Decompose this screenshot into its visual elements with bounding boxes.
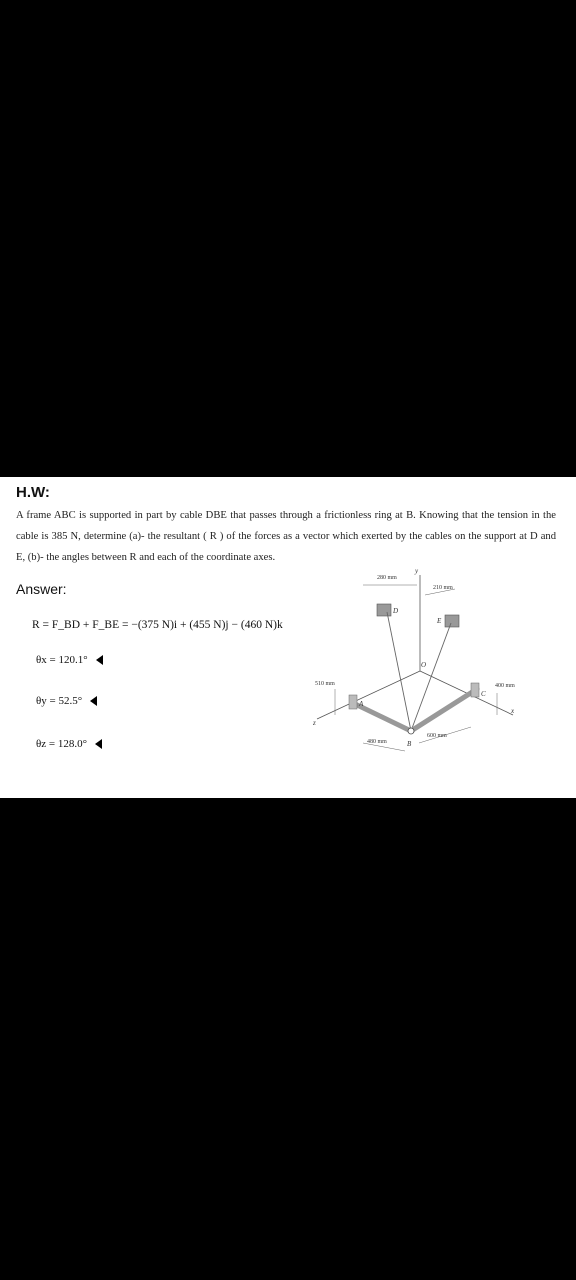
origin-o-label: O (421, 661, 427, 669)
answer-marker-icon (96, 655, 103, 665)
theta-x-text: θx = 120.1° (36, 654, 88, 666)
answer-heading: Answer: (16, 581, 67, 597)
theta-y-answer (36, 695, 97, 707)
dim-210-label: 210 mm (433, 585, 453, 591)
support-a (349, 695, 357, 709)
answer-marker-icon (90, 696, 97, 706)
point-c-label: C (481, 690, 486, 698)
answer-marker-icon (95, 739, 102, 749)
point-b-label: B (407, 740, 412, 748)
theta-z-answer (36, 738, 102, 750)
frame-figure (305, 565, 527, 797)
point-e-label: E (437, 617, 442, 625)
dim-400-label: 400 mm (495, 683, 515, 689)
resultant-equation: R = F_BD + F_BE = −(375 N)i + (455 N)j − (460 N)k (32, 619, 283, 631)
dim-280-label: 280 mm (377, 575, 397, 581)
problem-sheet (0, 477, 576, 798)
dim-600-label: 600 mm (427, 733, 447, 739)
axis-y-label: y (415, 567, 419, 575)
cable-db (387, 612, 411, 731)
axis-x-label: x (511, 707, 515, 715)
theta-y-text: θy = 52.5° (36, 695, 83, 707)
theta-x-answer (36, 654, 103, 666)
homework-heading: H.W: (16, 484, 50, 501)
dim-510-label: 510 mm (315, 681, 335, 687)
problem-statement: A frame ABC is supported in part by cable DBE that passes through a frictionless ring at B. Knowing that the tension in the cable is 385 N, determine (a)- the resultant ( R ) of the forces as a vector which exerted by the cables on the support at D and E, (b)- the angles between R and each of the coordinate axes. (16, 510, 556, 563)
cable-eb (411, 623, 451, 731)
support-c (471, 683, 479, 697)
bar-bc (411, 689, 477, 731)
dim-480-label: 480 mm (367, 739, 387, 745)
axis-z-label: z (313, 719, 316, 727)
ring-b (408, 728, 414, 734)
support-plate-d (377, 604, 391, 616)
point-a-label: A (359, 700, 364, 708)
point-d-label: D (393, 607, 399, 615)
support-plate-e (445, 615, 459, 627)
theta-z-text: θz = 128.0° (36, 738, 88, 750)
